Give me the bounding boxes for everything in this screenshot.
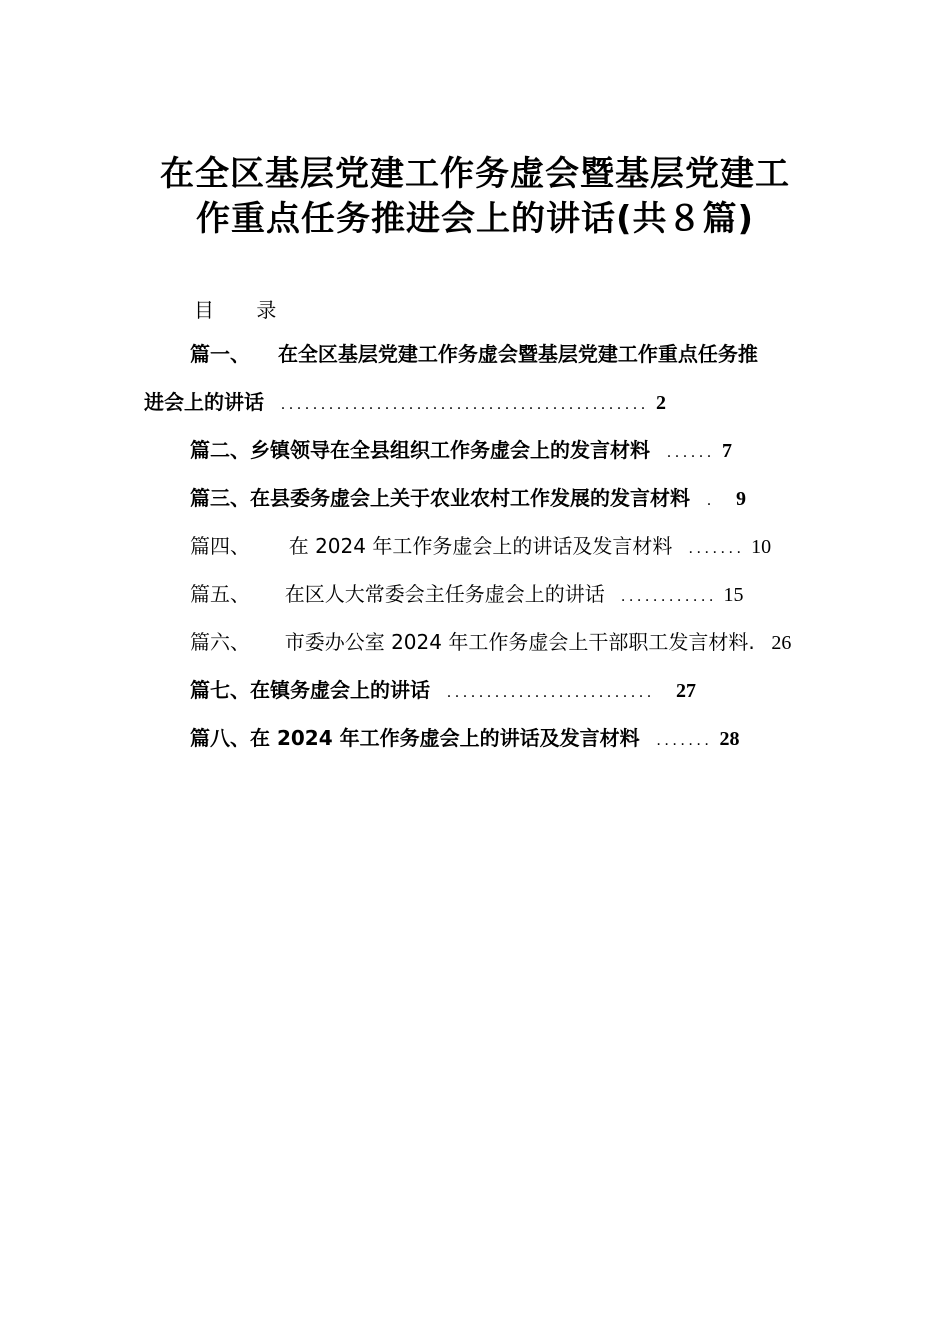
toc-entry-3[interactable] [190,484,746,515]
toc-entry-1[interactable] [190,340,758,368]
toc-entry-title: 乡镇领导在全县组织工作务虚会上的发言材料 [250,438,650,462]
toc-entry-title: 在 2024 年工作务虚会上的讲话及发言材料 [250,726,640,750]
toc-dot-leader: .......................... [446,684,655,701]
toc-entry-8[interactable] [190,724,740,755]
toc-entry-title: 在镇务虚会上的讲话 [250,678,430,702]
document-title-line-2: 作重点任务推进会上的讲话(共８篇) [195,199,755,239]
toc-page-number: 2 [655,392,666,414]
toc-page-number: 27 [675,680,696,702]
toc-entry-2[interactable] [190,436,732,467]
document-title-line-1: 在全区基层党建工作务虚会暨基层党建工 [160,154,790,194]
toc-heading: 目 录 [194,298,295,322]
toc-page-number: 15 [723,584,744,606]
toc-entry-7[interactable] [190,676,696,707]
toc-dot-leader: ............ [621,588,718,605]
toc-page-number: 28 [719,728,740,750]
toc-dot-leader: .............................................. [280,396,649,413]
toc-dot-leader: ...... [666,444,715,461]
toc-entry-label: 篇五、 [190,582,250,606]
toc-entry-label: 篇一、 [190,342,250,366]
toc-entry-title: 在区人大常委会主任务虚会上的讲话 [284,582,605,606]
toc-entry-label: 篇七、 [190,678,250,702]
toc-entry-1-continued[interactable] [144,388,666,419]
toc-page-number: 7 [721,440,732,462]
toc-entry-label: 篇二、 [190,438,250,462]
toc-page-number: 10 [751,536,772,558]
toc-entry-label: 篇三、 [190,486,250,510]
toc-entry-title: 在 2024 年工作务虚会上的讲话及发言材料 [288,534,673,558]
toc-entry-label: 篇八、 [190,726,250,750]
toc-entry-title: 在全区基层党建工作务虚会暨基层党建工作重点任务推 [277,342,758,366]
toc-dot-leader: ....... [656,732,713,749]
toc-entry-title: 进会上的讲话 [144,390,264,414]
toc-entry-4[interactable] [190,532,771,563]
toc-entry-5[interactable] [190,580,743,611]
toc-dot-leader: ....... [688,540,745,557]
toc-entry-label: 篇四、 [190,534,250,558]
toc-dot-leader: . [706,492,715,509]
toc-entry-title: 在县委务虚会上关于农业农村工作发展的发言材料 [250,486,690,510]
toc-entry-label: 篇六、 [190,630,250,654]
toc-page-number: 9 [735,488,746,510]
toc-page-number: 26 [771,632,792,654]
toc-entry-6[interactable] [190,628,791,657]
toc-entry-title: 市委办公室 2024 年工作务虚会上干部职工发言材料. [284,630,755,654]
